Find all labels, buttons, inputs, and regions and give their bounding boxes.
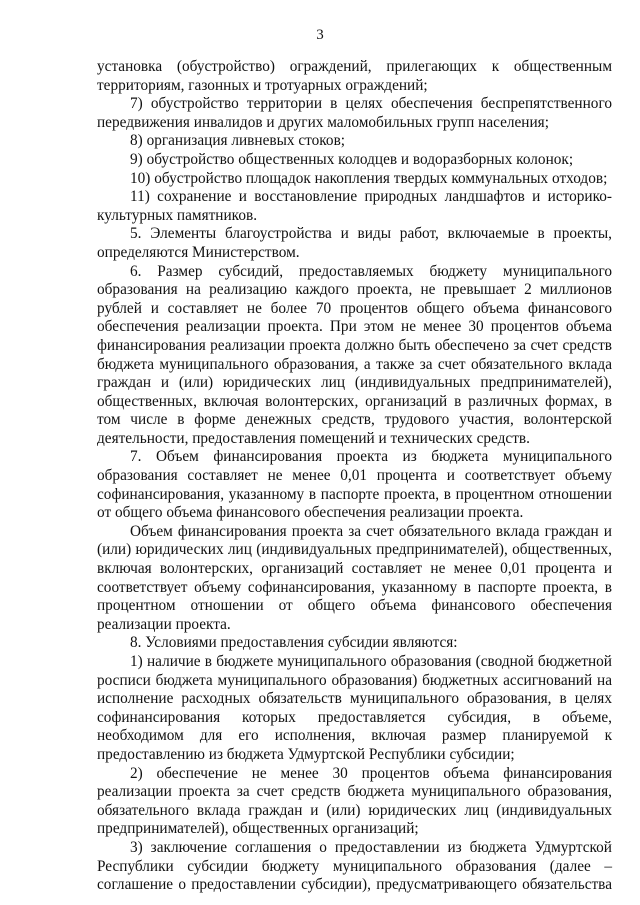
condition-3: 3) заключение соглашения о предоставлении из бюджета Удмуртской Республики субсидии бюджету муниципального образования (далее – соглашение о предоставлении субсидии), предусматривающего обязательства bbox=[97, 838, 612, 894]
document-body bbox=[97, 58, 612, 895]
clause-5: 5. Элементы благоустройства и виды работ, включаемые в проекты, определяются Министерством. bbox=[97, 225, 612, 261]
clause-7-paragraph-2: Объем финансирования проекта за счет обязательного вклада граждан и (или) юридических лиц (индивидуальных предпринимателей), общественных, включая волонтерских, организаций составляет не менее 0,01 процента и соответствует объему софинансирования, указанному в паспорте проекта, в процентном отношении от общего объема финансового обеспечения реализации проекта. bbox=[97, 522, 612, 633]
list-item-8: 8) организация ливневых стоков; bbox=[130, 132, 346, 150]
list-item-9: 9) обустройство общественных колодцев и водоразборных колонок; bbox=[130, 150, 574, 168]
list-item-11: 11) сохранение и восстановление природных ландшафтов и историко-культурных памятников. bbox=[97, 188, 612, 224]
clause-7: 7. Объем финансирования проекта из бюджета муниципального образования составляет не менее 0,01 процента и соответствует объему софинансирования, указанному в паспорте проекта, в процентном отношении от общего объема финансового обеспечения реализации проекта. bbox=[97, 448, 612, 522]
paragraph-continuation: установка (обустройство) ограждений, прилегающих к общественным территориям, газонных и тротуарных ограждений; bbox=[97, 58, 612, 94]
clause-8: 8. Условиями предоставления субсидии являются: bbox=[130, 634, 458, 652]
list-item-7: 7) обустройство территории в целях обеспечения беспрепятственного передвижения инвалидов и других маломобильных групп населения; bbox=[97, 95, 612, 131]
list-item-10: 10) обустройство площадок накопления твердых коммунальных отходов; bbox=[130, 169, 608, 187]
condition-1: 1) наличие в бюджете муниципального образования (сводной бюджетной росписи бюджета муниципального образования) бюджетных ассигнований на исполнение расходных обязательств муниципального образования, в целях софинансирования которых предоставляется субсидия, в объеме, необходимом для его исполнения, включая размер планируемой к предоставлению из бюджета Удмуртской Республики субсидии; bbox=[97, 653, 612, 763]
page-number: 3 bbox=[316, 27, 324, 43]
condition-2: 2) обеспечение не менее 30 процентов объема финансирования реализации проекта за счет средств бюджета муниципального образования, обязательного вклада граждан и (или) юридических лиц (индивидуальных предпринимателей), общественных организаций; bbox=[97, 764, 612, 838]
clause-6: 6. Размер субсидий, предоставляемых бюджету муниципального образования на реализацию каждого проекта, не превышает 2 миллионов рублей и составляет не более 70 процентов общего объема финансового обеспечения реализации проекта. При этом не менее 30 процентов объема финансирования реализации проекта должно быть обеспечено за счет средств бюджета муниципального образования, а также за счет обязательного вклада граждан и (или) юридических лиц (индивидуальных предпринимателей), общественных, включая волонтерских, организаций в различных формах, в том числе в форме денежных средств, трудового участия, волонтерской деятельности, предоставления помещений и технических средств. bbox=[97, 262, 612, 447]
